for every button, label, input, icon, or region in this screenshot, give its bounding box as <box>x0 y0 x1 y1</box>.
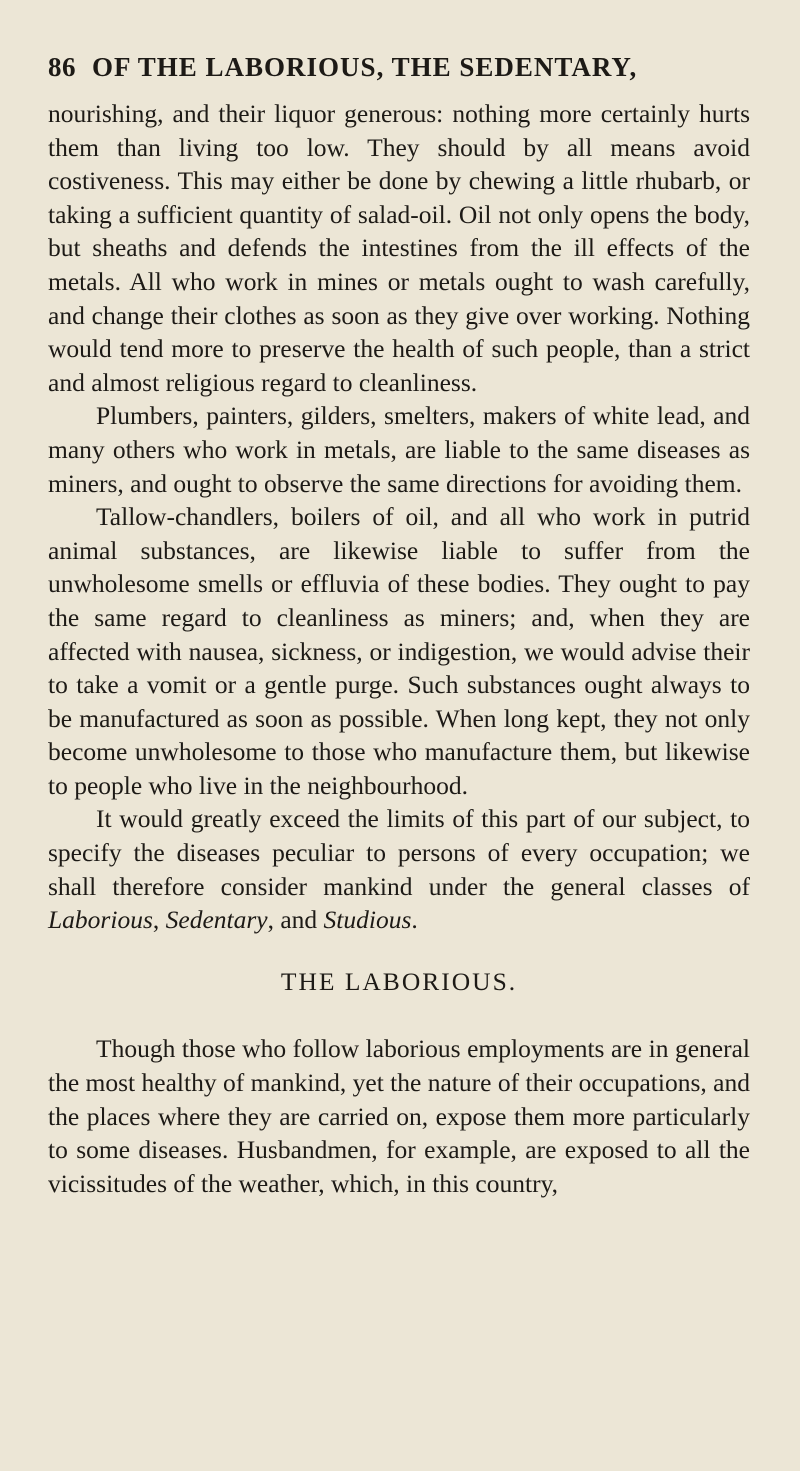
term-studious: Studious <box>323 905 412 935</box>
period: . <box>411 905 418 935</box>
running-head <box>48 52 750 83</box>
paragraph-laborious: Though those who follow laborious employments are in general the most healthy of mankind, yet the nature of their occupations, and the places where they are carried on, expose them more particularly to some diseases. Husbandmen, for example, are exposed to all the vicissitudes of the weather, which, in this country, <box>48 1034 750 1198</box>
section-heading: THE LABORIOUS. <box>280 966 518 996</box>
term-laborious: Laborious <box>48 905 153 935</box>
page-number: 86 <box>48 52 76 82</box>
running-title: OF THE LABORIOUS, THE SEDENTARY, <box>92 52 638 82</box>
body-text <box>48 97 750 1200</box>
paragraph-classes-text: It would greatly exceed the limits of this part of our subject, to specify the diseases peculiar to persons of every occupation; we shall therefore consider mankind under the general classes of <box>48 804 750 901</box>
paragraph-tallow-chandlers: Tallow-chandlers, boilers of oil, and all who work in putrid animal substances, are likewise liable to suffer from the unwholesome smells or effluvia of these bodies. They ought to pay the same regard to cleanliness as miners; and, when they are affected with nausea, sickness, or indigestion, we would advise their to take a vomit or a gentle purge. Such substances ought always to be manufactured as soon as possible. When long kept, they not only become unwholesome to those who manufacture them, but likewise to people who live in the neighbourhood. <box>48 502 750 800</box>
paragraph-classes <box>48 802 750 936</box>
term-sedentary: Sedentary <box>165 905 268 935</box>
separator-and: , and <box>267 905 324 935</box>
separator-comma: , <box>152 905 166 935</box>
paragraph-continued: nourishing, and their liquor generous: nothing more certainly hurts them than living too low. They should by all means avoid costiveness. This may either be done by chewing a little rhubarb, or taking a sufficient quantity of salad-oil. Oil not only opens the body, but sheaths and defends the intestines from the ill effects of the metals. All who work in mines or metals ought to wash carefully, and change their clothes as soon as they give over working. Nothing would tend more to preserve the health of such people, than a strict and almost religious regard to cleanliness. <box>48 99 750 397</box>
paragraph-plumbers: Plumbers, painters, gilders, smelters, makers of white lead, and many others who work in metals, are liable to the same diseases as miners, and ought to observe the same directions for avoiding them. <box>48 401 750 498</box>
